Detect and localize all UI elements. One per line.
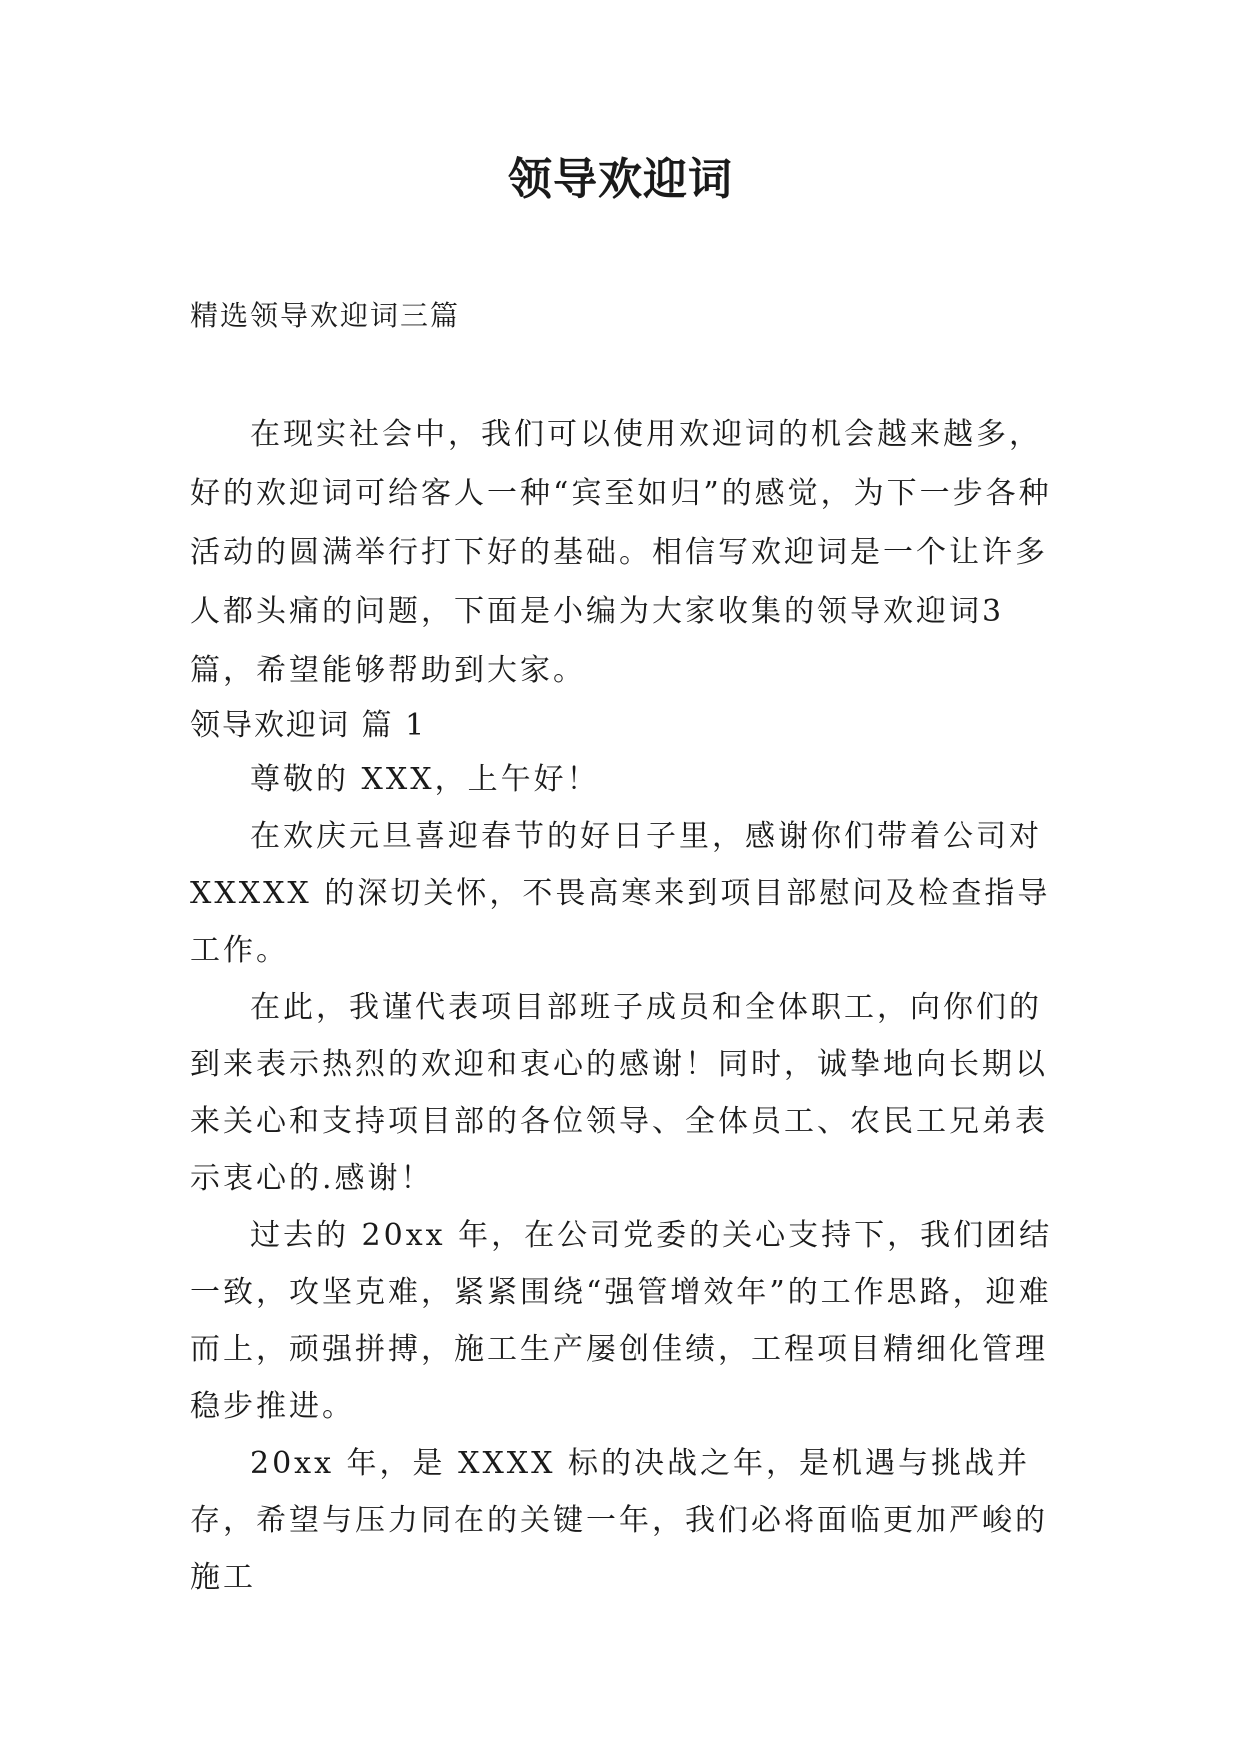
body-paragraph: 在欢庆元旦喜迎春节的好日子里，感谢你们带着公司对 XXXXX 的深切关怀，不畏高寒来到项目部慰问及检查指导工作。 (190, 819, 1051, 968)
document-title: 领导欢迎词 (508, 154, 733, 205)
document-subtitle: 精选领导欢迎词三篇 (190, 299, 461, 332)
body-paragraph: 在此，我谨代表项目部班子成员和全体职工，向你们的到来表示热烈的欢迎和衷心的感谢！同时，诚挚地向长期以来关心和支持项目部的各位领导、全体员工、农民工兄弟表示衷心的.感谢！ (190, 990, 1048, 1196)
greeting-line: 尊敬的 XXX，上午好！ (250, 762, 600, 797)
body-paragraph: 过去的 20xx 年，在公司党委的关心支持下，我们团结一致，攻坚克难，紧紧围绕“强管增效年”的工作思路，迎难而上，顽强拼搏，施工生产屡创佳绩，工程项目精细化管理稳步推进。 (190, 1218, 1053, 1424)
intro-paragraph: 在现实社会中，我们可以使用欢迎词的机会越来越多，好的欢迎词可给客人一种“宾至如归”的感觉，为下一步各种活动的圆满举行打下好的基础。相信写欢迎词是一个让许多人都头痛的问题，下面是小编为大家收集的领导欢迎词3篇，希望能够帮助到大家。 (190, 417, 1052, 688)
document-body (190, 405, 1060, 1606)
body-paragraph: 20xx 年，是 XXXX 标的决战之年，是机遇与挑战并存，希望与压力同在的关键一年，我们必将面临更加严峻的施工 (190, 1446, 1048, 1595)
section-heading: 领导欢迎词 篇 1 (190, 708, 427, 743)
